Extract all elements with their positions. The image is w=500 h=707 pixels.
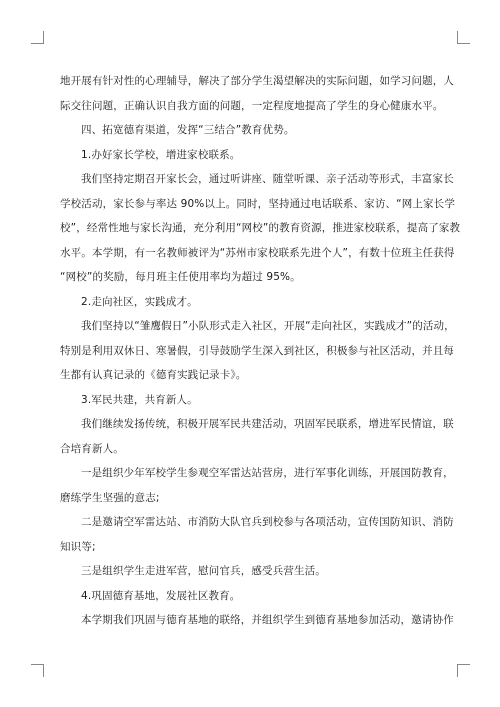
text-line: 际交往问题，正确认识自我方面的问题，一定程度地提高了学生的身心健康水平。 bbox=[60, 99, 444, 112]
crop-mark-bottom-left bbox=[31, 664, 44, 677]
text-line: 地开展有针对性的心理辅导，解决了部分学生渴望解决的实际问题，如学习问题，人 bbox=[60, 75, 455, 87]
text-line: 水平。本学期，有一名教师被评为“苏州市家校联系先进个人”，有数十位班主任获得 bbox=[60, 246, 455, 259]
text-line: 3.军民共建，共育新人。 bbox=[81, 393, 198, 406]
text-line: 校”，经常性地与家长沟通，充分利用“网校”的教育资源，推进家校联系，提高了家教 bbox=[60, 222, 461, 234]
text-line: 1.办好家长学校，增进家校联系。 bbox=[81, 148, 241, 161]
text-line: 学校活动，家长参与率达 90%以上。同时，坚持通过电话联系、家访、“网上家长学 bbox=[60, 197, 455, 210]
crop-mark-top-right bbox=[457, 31, 470, 44]
text-line: 4.巩固德育基地，发展社区教育。 bbox=[81, 589, 241, 602]
text-line: 2.走向社区，实践成才。 bbox=[81, 295, 198, 308]
text-line: 磨练学生坚强的意志; bbox=[60, 491, 160, 504]
document-body bbox=[60, 69, 461, 633]
text-line: 四、拓宽德育渠道，发挥“三结合”教育优势。 bbox=[81, 124, 295, 136]
text-line: 一是组织少年军校学生参观空军雷达站营房，进行军事化训练，开展国防教育， bbox=[81, 467, 454, 479]
text-line: 我们继续发扬传统，积极开展军民共建活动，巩固军民联系，增进军民情谊，联 bbox=[81, 418, 454, 430]
text-line: 生都有认真记录的《德育实践记录卡》。 bbox=[60, 369, 247, 381]
text-line: 三是组织学生走进军营，慰问官兵，感受兵营生活。 bbox=[81, 565, 326, 577]
crop-mark-bottom-right bbox=[457, 664, 470, 677]
text-line: 知识等; bbox=[60, 540, 96, 553]
text-line: 二是邀请空军雷达站、市消防大队官兵到校参与各项活动，宣传国防知识、消防 bbox=[81, 516, 454, 528]
text-line: 合培育新人。 bbox=[60, 442, 124, 455]
text-line: 本学期我们巩固与德育基地的联络，并组织学生到德育基地参加活动，邀请协作 bbox=[81, 614, 454, 626]
crop-mark-top-left bbox=[31, 31, 44, 44]
text-line: “网校”的奖励，每月班主任使用率均为超过 95%。 bbox=[60, 271, 301, 283]
text-line: 特别是利用双休日、寒暑假，引导鼓励学生深入到社区，积极参与社区活动，并且每 bbox=[60, 344, 455, 357]
text-line: 我们坚持定期召开家长会，通过听讲座、随堂听课、亲子活动等形式，丰富家长 bbox=[81, 173, 454, 185]
text-line: 我们坚持以“雏鹰假日”小队形式走入社区，开展“走向社区，实践成才”的活动， bbox=[81, 320, 455, 332]
